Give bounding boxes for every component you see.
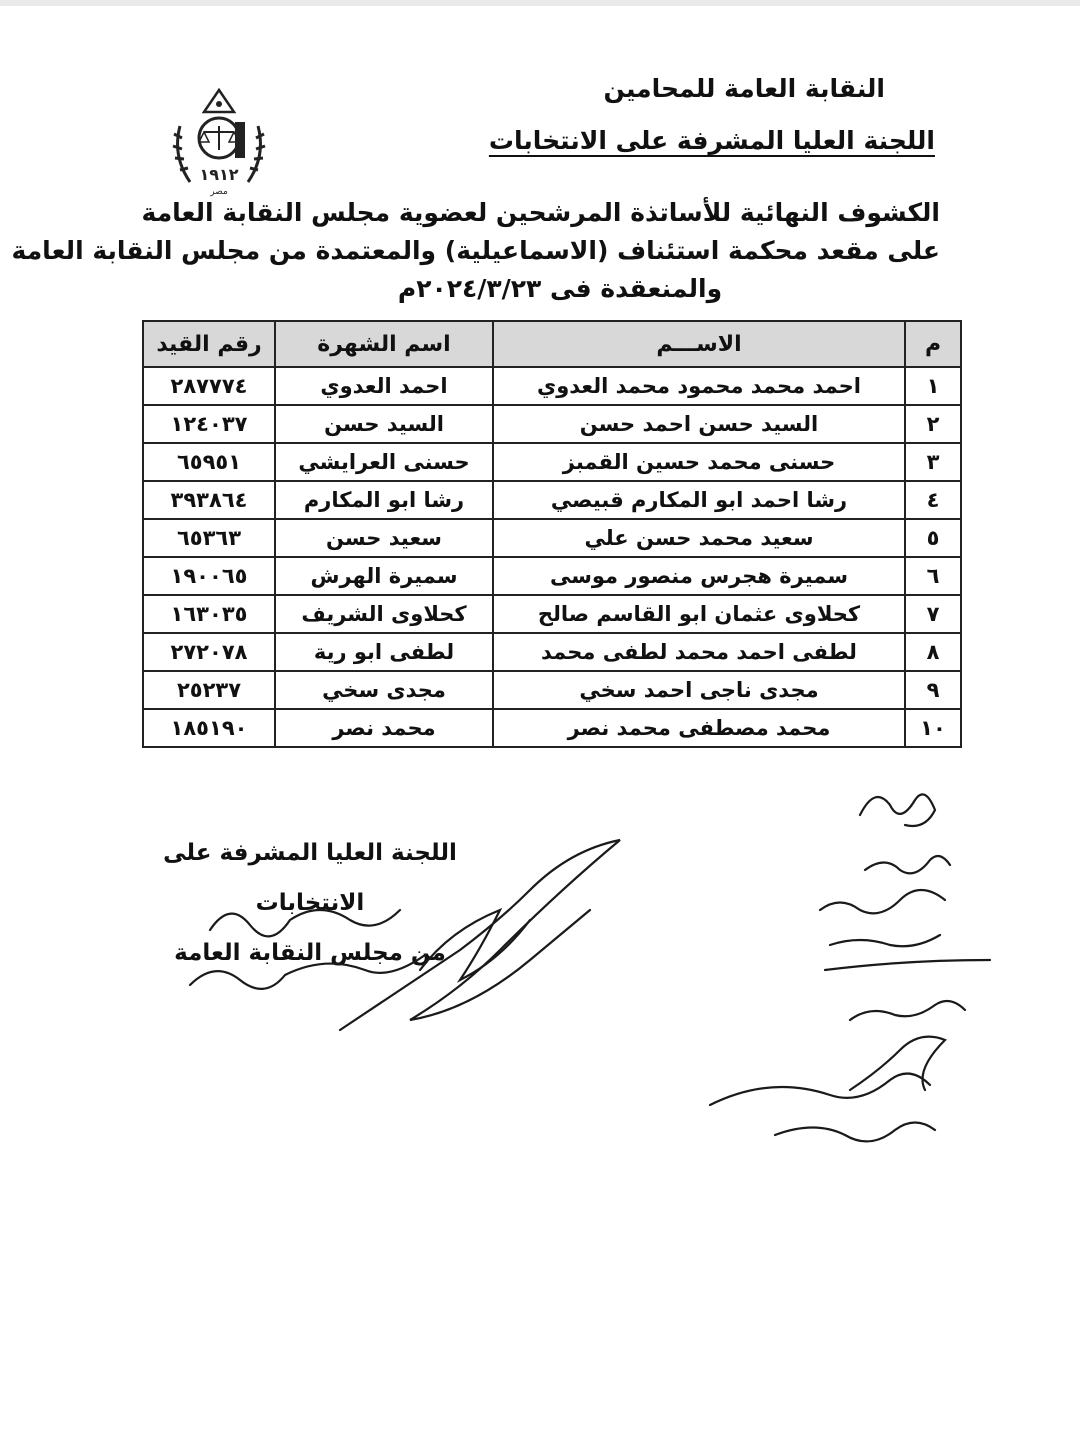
- signature-right-4: [825, 935, 990, 970]
- cell-num: ٨: [905, 633, 961, 671]
- cell-name: رشا احمد ابو المكارم قبيصي: [493, 481, 905, 519]
- cell-num: ٥: [905, 519, 961, 557]
- signature-heading: [140, 828, 480, 978]
- cell-reg: ١٨٥١٩٠: [143, 709, 275, 747]
- cell-reg: ١٦٣٠٣٥: [143, 595, 275, 633]
- seal-country: مصر: [210, 187, 228, 197]
- table-row: [143, 481, 961, 519]
- header-num: م: [905, 321, 961, 367]
- cell-name: حسنى محمد حسين القمبز: [493, 443, 905, 481]
- candidates-table: [142, 320, 962, 748]
- table-row: [143, 709, 961, 747]
- syndicate-seal-icon: [160, 86, 278, 204]
- cell-name: سميرة هجرس منصور موسى: [493, 557, 905, 595]
- cell-num: ٦: [905, 557, 961, 595]
- cell-num: ٢: [905, 405, 961, 443]
- table-row: [143, 519, 961, 557]
- cell-reg: ٦٥٩٥١: [143, 443, 275, 481]
- table-row: [143, 443, 961, 481]
- cell-num: ٩: [905, 671, 961, 709]
- cell-name: سعيد محمد حسن علي: [493, 519, 905, 557]
- signature-line-2: من مجلس النقابة العامة: [174, 940, 446, 966]
- cell-name: لطفى احمد محمد لطفى محمد: [493, 633, 905, 671]
- committee-name: اللجنة العليا المشرفة على الانتخابات: [488, 126, 935, 155]
- cell-reg: ٢٨٧٧٧٤: [143, 367, 275, 405]
- cell-name: السيد حسن احمد حسن: [493, 405, 905, 443]
- title-line-1: الكشوف النهائية للأساتذة المرشحين لعضوية مجلس النقابة العامة: [141, 198, 940, 227]
- table-row: [143, 405, 961, 443]
- table-row: [143, 367, 961, 405]
- signature-right-1: [860, 794, 935, 826]
- cell-num: ٣: [905, 443, 961, 481]
- signature-right-7: [710, 1074, 930, 1105]
- cell-name: احمد محمد محمود محمد العدوي: [493, 367, 905, 405]
- cell-fame: احمد العدوي: [275, 367, 493, 405]
- cell-fame: سعيد حسن: [275, 519, 493, 557]
- signature-right-6: [850, 1037, 945, 1090]
- cell-reg: ٦٥٣٦٣: [143, 519, 275, 557]
- cell-num: ١: [905, 367, 961, 405]
- org-name: النقابة العامة للمحامين: [603, 74, 885, 103]
- cell-reg: ٢٧٢٠٧٨: [143, 633, 275, 671]
- cell-fame: رشا ابو المكارم: [275, 481, 493, 519]
- cell-num: ١٠: [905, 709, 961, 747]
- cell-name: مجدى ناجى احمد سخي: [493, 671, 905, 709]
- cell-fame: مجدى سخي: [275, 671, 493, 709]
- cell-fame: السيد حسن: [275, 405, 493, 443]
- header-reg: رقم القيد: [143, 321, 275, 367]
- cell-fame: سميرة الهرش: [275, 557, 493, 595]
- cell-reg: ١٢٤٠٣٧: [143, 405, 275, 443]
- cell-reg: ٣٩٣٨٦٤: [143, 481, 275, 519]
- table-row: [143, 557, 961, 595]
- signature-right-5: [850, 1001, 965, 1020]
- signature-line-1: اللجنة العليا المشرفة على الانتخابات: [163, 840, 457, 916]
- signature-right-8: [775, 1123, 935, 1142]
- cell-fame: محمد نصر: [275, 709, 493, 747]
- cell-reg: ٢٥٢٣٧: [143, 671, 275, 709]
- cell-name: محمد مصطفى محمد نصر: [493, 709, 905, 747]
- header-fame: اسم الشهرة: [275, 321, 493, 367]
- table-row: [143, 633, 961, 671]
- title-line-3: والمنعقدة فى ٢٠٢٤/٣/٢٣م: [397, 274, 723, 303]
- table-row: [143, 671, 961, 709]
- cell-reg: ١٩٠٠٦٥: [143, 557, 275, 595]
- seal-year: ١٩١٢: [199, 165, 239, 184]
- cell-fame: حسنى العرايشي: [275, 443, 493, 481]
- cell-fame: لطفى ابو رية: [275, 633, 493, 671]
- title-line-2: على مقعد محكمة استئناف (الاسماعيلية) والمعتمدة من مجلس النقابة العامة: [11, 236, 940, 265]
- cell-num: ٧: [905, 595, 961, 633]
- cell-num: ٤: [905, 481, 961, 519]
- header-name: الاســـم: [493, 321, 905, 367]
- cell-name: كحلاوى عثمان ابو القاسم صالح: [493, 595, 905, 633]
- cell-fame: كحلاوى الشريف: [275, 595, 493, 633]
- signature-right-3: [820, 890, 945, 913]
- table-header-row: [143, 321, 961, 367]
- signature-right-2: [865, 856, 950, 873]
- table-row: [143, 595, 961, 633]
- document-title: [11, 194, 940, 308]
